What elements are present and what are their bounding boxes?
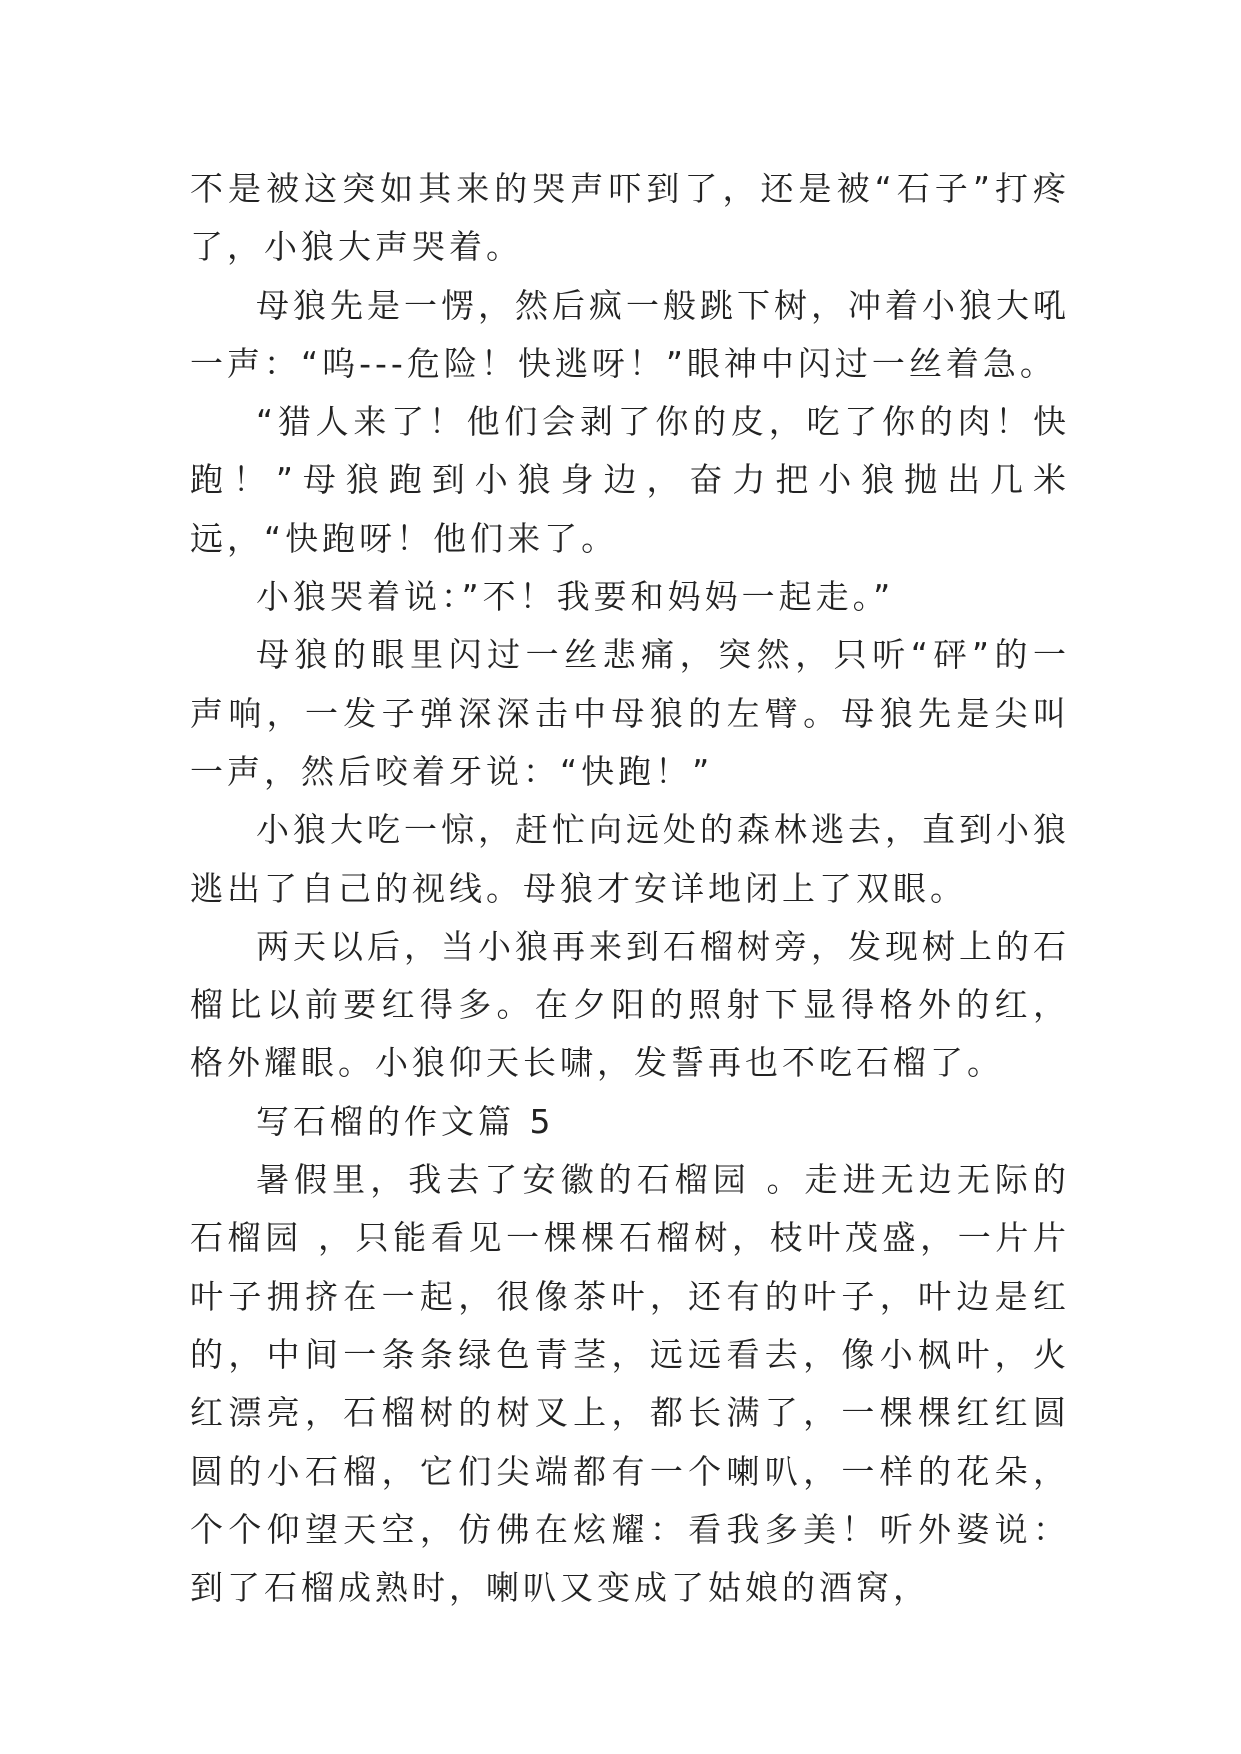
section-heading: 写石榴的作文篇 5 — [256, 1101, 555, 1141]
paragraph-4: 小狼哭着说：”不！我要和妈妈一起走。” — [256, 577, 895, 617]
paragraph-6: 小狼大吃一惊，赶忙向远处的森林逃去，直到小狼逃出了自己的视线。母狼才安详地闭上了双眼。 — [190, 810, 1070, 908]
paragraph-1: 不是被这突如其来的哭声吓到了，还是被“石子”打疼了，小狼大声哭着。 — [190, 169, 1070, 267]
paragraph-2: 母狼先是一愣，然后疯一般跳下树，冲着小狼大吼一声：“呜---危险！快逃呀！”眼神中闪过一丝着急。 — [190, 285, 1070, 383]
paragraph-5: 母狼的眼里闪过一丝悲痛，突然，只听“砰”的一声响，一发子弹深深击中母狼的左臂。母狼先是尖叫一声，然后咬着牙说：“快跑！” — [190, 635, 1070, 791]
document-body — [190, 160, 1070, 1617]
paragraph-8: 暑假里，我去了安徽的石榴园 。走进无边无际的石榴园 ，只能看见一棵棵石榴树，枝叶茂盛，一片片叶子拥挤在一起，很像茶叶，还有的叶子，叶边是红的，中间一条条绿色青茎，远远看去，像小枫叶，火红漂亮，石榴树的树叉上，都长满了，一棵棵红红圆圆的小石榴，它们尖端都有一个喇叭，一样的花朵，个个仰望天空，仿佛在炫耀：看我多美！听外婆说：到了石榴成熟时，喇叭又变成了姑娘的酒窝， — [190, 1160, 1070, 1608]
paragraph-7: 两天以后，当小狼再来到石榴树旁，发现树上的石榴比以前要红得多。在夕阳的照射下显得格外的红，格外耀眼。小狼仰天长啸，发誓再也不吃石榴了。 — [190, 926, 1070, 1083]
paragraph-3: “猎人来了！他们会剥了你的皮，吃了你的肉！快跑！”母狼跑到小狼身边，奋力把小狼抛出几米远，“快跑呀！他们来了。 — [190, 402, 1070, 558]
